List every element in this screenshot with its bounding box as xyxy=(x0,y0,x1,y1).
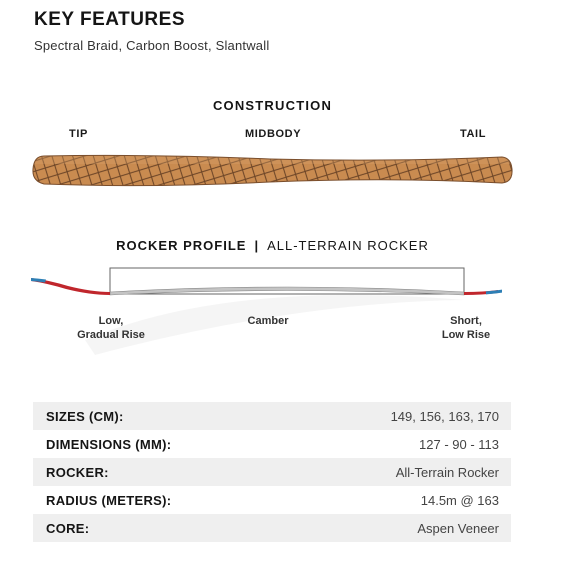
tip-rise-line1: Low, xyxy=(98,315,124,327)
rocker-type: ALL-TERRAIN ROCKER xyxy=(267,238,429,253)
construction-heading: CONSTRUCTION xyxy=(212,98,333,113)
tip-rise-line2: Gradual Rise xyxy=(77,329,145,341)
spec-value: 149, 156, 163, 170 xyxy=(390,408,499,424)
spec-label: RADIUS (METERS): xyxy=(46,492,172,508)
tip-rise-label xyxy=(66,314,156,342)
tail-rise-line1: Short, xyxy=(450,315,482,327)
tail-rise-label xyxy=(422,314,510,342)
spec-row-sizes xyxy=(33,402,511,430)
tail-rise-line2: Low Rise xyxy=(441,329,491,341)
spec-value: All-Terrain Rocker xyxy=(395,464,499,480)
spec-label: CORE: xyxy=(46,520,90,536)
spec-row-core xyxy=(33,514,511,542)
spec-value: 14.5m @ 163 xyxy=(420,492,499,508)
spec-value: 127 - 90 - 113 xyxy=(419,436,499,452)
spec-label: ROCKER: xyxy=(46,464,109,480)
key-features-subtitle: Spectral Braid, Carbon Boost, Slantwall xyxy=(34,38,270,53)
tip-label: TIP xyxy=(69,128,88,140)
rocker-profile-heading xyxy=(0,238,545,253)
rocker-profile-label: ROCKER PROFILE xyxy=(116,238,247,253)
tail-label: TAIL xyxy=(460,128,487,140)
spec-row-rocker xyxy=(33,458,511,486)
spec-row-radius xyxy=(33,486,511,514)
spec-value: Aspen Veneer xyxy=(417,520,499,536)
rocker-profile-diagram xyxy=(28,262,512,304)
midbody-label: MIDBODY xyxy=(245,128,302,140)
key-features-title: KEY FEATURES xyxy=(34,9,185,30)
spec-label: DIMENSIONS (MM): xyxy=(46,436,172,452)
spec-row-dimensions xyxy=(33,430,511,458)
camber-label: Camber xyxy=(247,315,289,327)
rocker-separator: | xyxy=(254,238,260,253)
specs-table xyxy=(33,402,511,542)
spec-label: SIZES (CM): xyxy=(46,408,124,424)
